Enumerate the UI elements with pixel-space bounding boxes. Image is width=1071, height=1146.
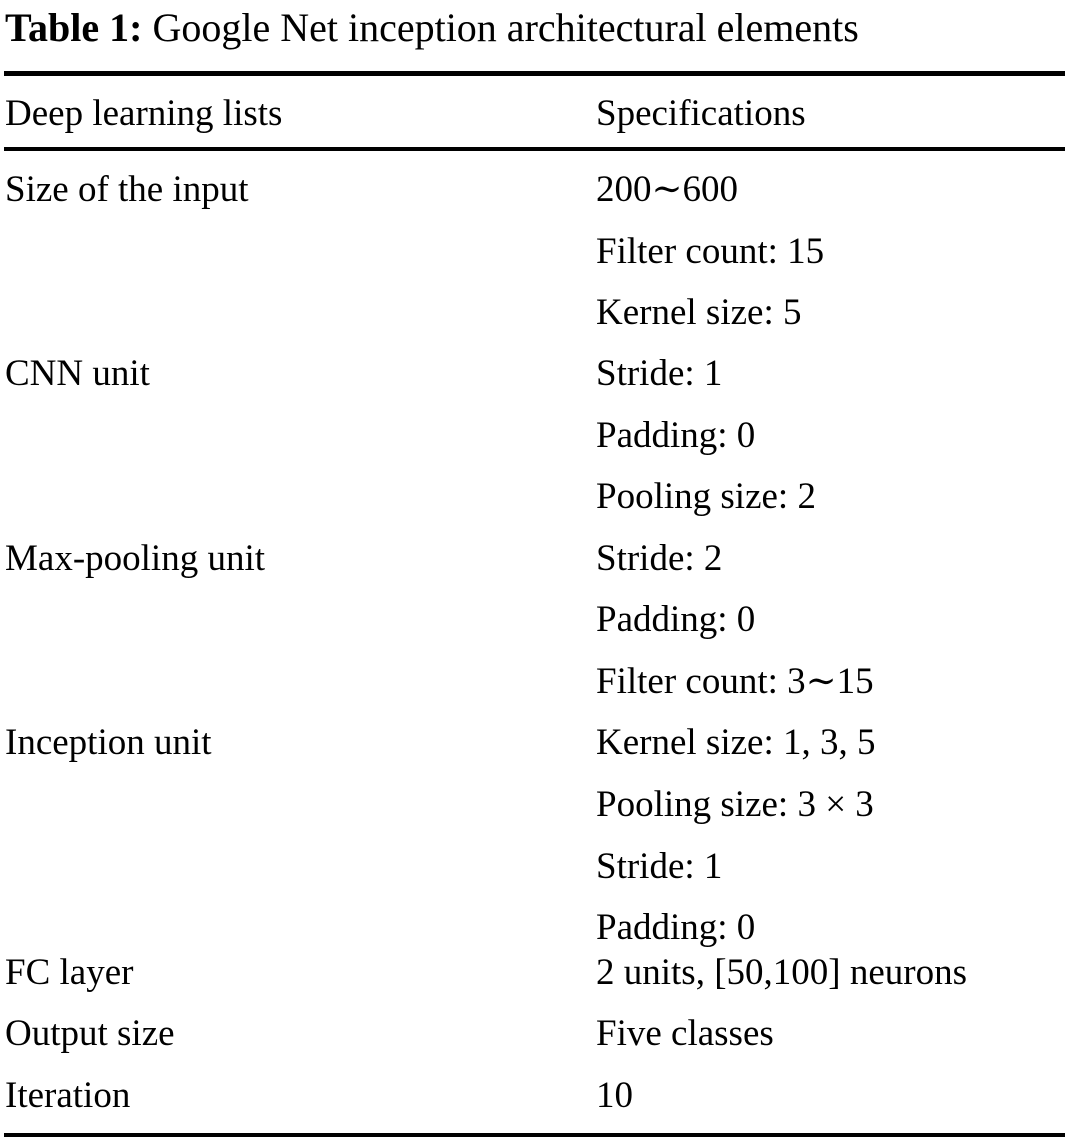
table-header-rule (4, 147, 1065, 151)
table-cell-specification: 10 (596, 1075, 633, 1116)
table-cell-specification: 2 units, [50,100] neurons (596, 952, 967, 993)
table-cell-specification: Filter count: 15 (596, 231, 825, 272)
table-row-label: Size of the input (5, 169, 249, 210)
table-cell-specification: Pooling size: 2 (596, 476, 816, 517)
column-header-specifications: Specifications (596, 93, 806, 134)
table-cell-specification: Pooling size: 3 × 3 (596, 784, 874, 825)
table-row-label: Output size (5, 1013, 175, 1054)
table-row-label: Iteration (5, 1075, 131, 1116)
table-cell-specification: Padding: 0 (596, 907, 756, 948)
table-row-label: FC layer (5, 952, 134, 993)
table-cell-specification: Filter count: 3∼15 (596, 661, 874, 702)
table-cell-specification: Stride: 1 (596, 353, 723, 394)
table-cell-specification: Kernel size: 5 (596, 292, 802, 333)
table-row-label: CNN unit (5, 353, 150, 394)
table-top-rule (4, 71, 1065, 76)
table-caption (5, 2, 1065, 54)
table-cell-specification: Padding: 0 (596, 599, 756, 640)
table-cell-specification: Five classes (596, 1013, 774, 1054)
table-caption-label: Table 1: (5, 5, 143, 50)
table-bottom-rule (4, 1133, 1065, 1137)
table-row-label: Inception unit (5, 722, 212, 763)
table-row-label: Max-pooling unit (5, 538, 266, 579)
table-cell-specification: Padding: 0 (596, 415, 756, 456)
table-cell-specification: Kernel size: 1, 3, 5 (596, 722, 876, 763)
table-cell-specification: Stride: 2 (596, 538, 723, 579)
table-caption-text: Google Net inception architectural elements (152, 5, 859, 50)
table-cell-specification: Stride: 1 (596, 846, 723, 887)
table-cell-specification: 200∼600 (596, 169, 739, 210)
column-header-deep-learning-lists: Deep learning lists (5, 93, 283, 134)
